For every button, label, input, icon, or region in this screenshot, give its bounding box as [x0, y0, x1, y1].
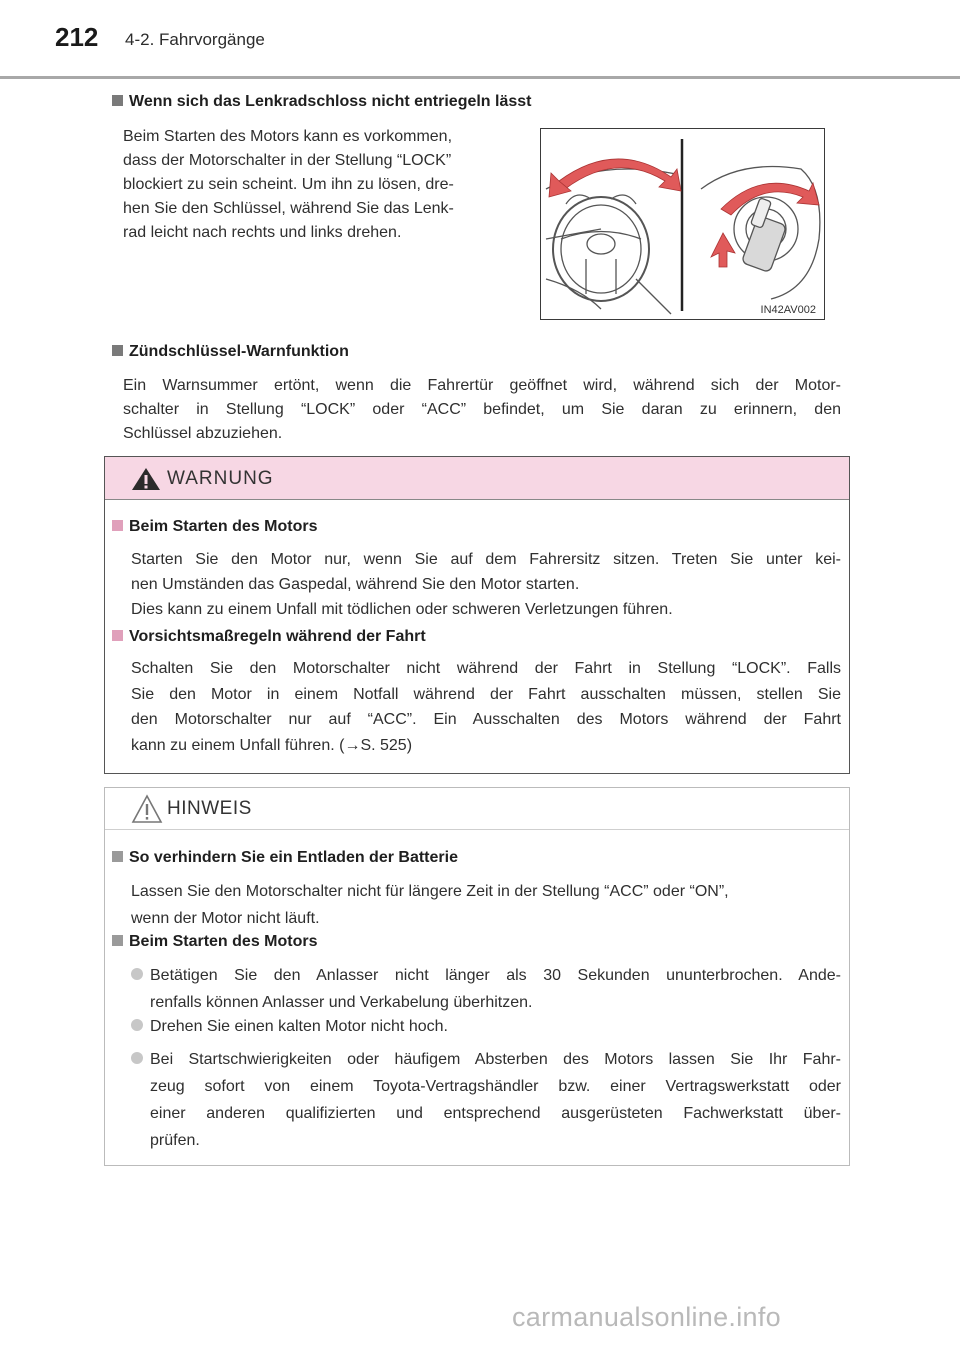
- note-bullet-item: [150, 1013, 841, 1040]
- text-line: Dies kann zu einem Unfall mit tödlichen oder schweren Verletzungen führen.: [131, 601, 673, 618]
- text-line: blockiert zu sein scheint. Um ihn zu lösen, dre-: [123, 176, 454, 193]
- heading-text: Wenn sich das Lenkradschloss nicht entriegeln lässt: [129, 93, 532, 110]
- text-line: Drehen Sie einen kalten Motor nicht hoch.: [150, 1018, 448, 1035]
- square-bullet-icon: [112, 95, 123, 106]
- text-line: kann zu einem Unfall führen. (→S. 525): [131, 736, 413, 754]
- figure-code: IN42AV002: [760, 304, 816, 316]
- text-line: Bei Startschwierigkeiten oder häufigem Absterben des Motors lassen Sie Ihr Fahr-: [150, 1051, 841, 1068]
- text-line: dass der Motorschalter in der Stellung “LOCK”: [123, 152, 452, 169]
- square-bullet-icon: [112, 630, 123, 641]
- note-bullet-item: [150, 962, 841, 1016]
- text-line: schalter in Stellung “LOCK” oder “ACC” befindet, um Sie daran zu erinnern, den: [123, 401, 841, 418]
- text-line: Schlüssel abzuziehen.: [123, 425, 283, 442]
- header-rule: [0, 76, 960, 79]
- note-header: [105, 788, 849, 830]
- steering-lock-paragraph: [123, 125, 518, 245]
- note-title: HINWEIS: [167, 798, 252, 819]
- note-item-text: [131, 878, 841, 932]
- round-bullet-icon: [131, 1019, 143, 1031]
- heading-text: Beim Starten des Motors: [129, 933, 318, 950]
- text-line: Lassen Sie den Motorschalter nicht für längere Zeit in der Stellung “ACC” oder “ON”,: [131, 883, 729, 900]
- chapter-title: 4-2. Fahrvorgänge: [125, 30, 265, 49]
- text-line: den Motorschalter nur auf “ACC”. Ein Ausschalten des Motors während der Fahrt: [131, 711, 841, 728]
- section-heading-key-warning: [112, 343, 349, 361]
- heading-text: Zündschlüssel-Warnfunktion: [129, 343, 349, 360]
- note-bullet-item: [150, 1046, 841, 1154]
- warning-item-text: [131, 656, 841, 758]
- page-number: 212: [55, 22, 99, 52]
- text-line: Betätigen Sie den Anlasser nicht länger als 30 Sekunden ununterbrochen. Ande-: [150, 967, 841, 984]
- text-line: rad leicht nach rechts und links drehen.: [123, 224, 402, 241]
- steering-illustration: [540, 128, 825, 320]
- text-line: zeug sofort von einem Toyota-Vertragshändler bzw. einer Vertragswerkstatt oder: [150, 1078, 841, 1095]
- warning-triangle-icon: [131, 467, 161, 491]
- text-line: wenn der Motor nicht läuft.: [131, 910, 320, 927]
- caution-triangle-icon: [131, 794, 163, 824]
- watermark-link[interactable]: carmanualsonline.info: [512, 1302, 781, 1332]
- square-bullet-icon: [112, 851, 123, 862]
- warning-item-heading: [112, 518, 317, 536]
- square-bullet-icon: [112, 345, 123, 356]
- note-item-heading: [112, 933, 317, 951]
- square-bullet-icon: [112, 520, 123, 531]
- warning-item-text: [131, 547, 841, 622]
- square-bullet-icon: [112, 935, 123, 946]
- text-line: einer anderen qualifizierten und entsprechend ausgerüsteten Fachwerkstatt über-: [150, 1105, 841, 1122]
- text-line: renfalls können Anlasser und Verkabelung überhitzen.: [150, 994, 533, 1011]
- text-line: Sie den Motor in einem Notfall während der Fahrt ausschalten müssen, stellen Sie: [131, 685, 841, 703]
- text-line: Starten Sie den Motor nur, wenn Sie auf dem Fahrersitz sitzen. Treten Sie unter kei-: [131, 551, 841, 568]
- text-line: prüfen.: [150, 1132, 200, 1149]
- heading-text: Beim Starten des Motors: [129, 518, 318, 535]
- text-line: Beim Starten des Motors kann es vorkommen,: [123, 128, 453, 145]
- note-item-heading: [112, 849, 458, 867]
- warning-header: [105, 457, 849, 500]
- text-line: hen Sie den Schlüssel, während Sie das Lenk-: [123, 200, 454, 217]
- round-bullet-icon: [131, 968, 143, 980]
- heading-text: So verhindern Sie ein Entladen der Batterie: [129, 849, 458, 866]
- text-line: Ein Warnsummer ertönt, wenn die Fahrertür geöffnet wird, während sich der Motor-: [123, 377, 841, 394]
- warning-item-heading: [112, 628, 426, 646]
- key-warning-paragraph: [123, 374, 841, 446]
- section-heading-steering-lock: [112, 93, 532, 111]
- round-bullet-icon: [131, 1052, 143, 1064]
- heading-text: Vorsichtsmaßregeln während der Fahrt: [129, 628, 426, 645]
- warning-title: WARNUNG: [167, 468, 274, 489]
- text-line: nen Umständen das Gaspedal, während Sie den Motor starten.: [131, 576, 580, 593]
- steering-wheel-and-key-drawing: [541, 129, 824, 319]
- text-line: Schalten Sie den Motorschalter nicht während der Fahrt in Stellung “LOCK”. Falls: [131, 660, 841, 677]
